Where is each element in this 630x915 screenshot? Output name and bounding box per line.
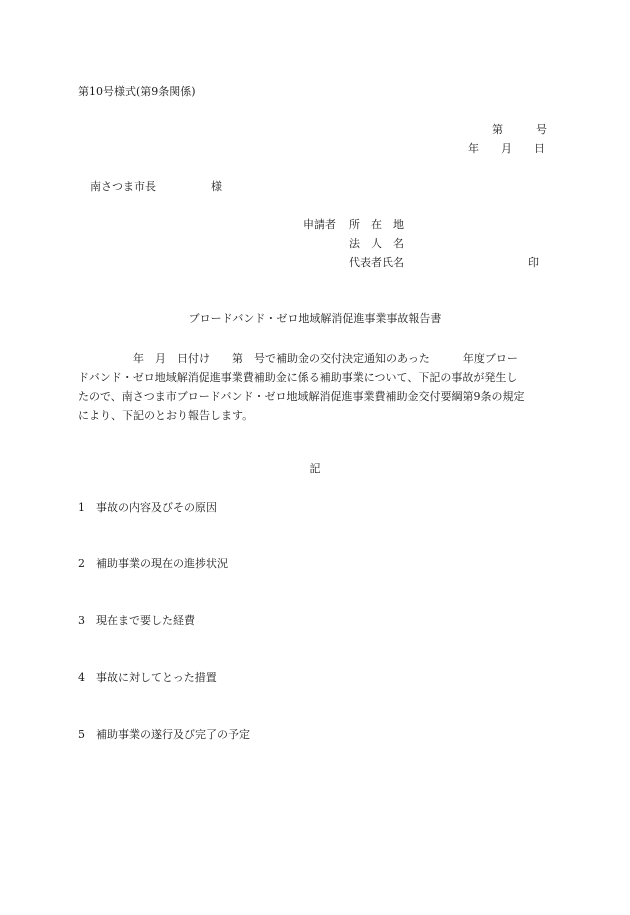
list-item [78,502,217,513]
list-item-text: 補助事業の遂行及び完了の予定 [96,728,250,741]
body-line: 年 月 日付け 第 号で補助金の交付決定通知のあった 年度ブロー [78,352,518,365]
list-item-text: 現在まで要した経費 [96,614,195,627]
list-item-text: 事故に対してとった措置 [96,671,217,684]
list-item-text: 事故の内容及びその原因 [96,501,217,514]
list-item-number: 4 [78,671,85,684]
list-item-number: 5 [78,728,85,741]
body-paragraph [78,349,550,425]
document-number-line: 第 号 [492,123,547,136]
addressee: 南さつま市長 様 [90,180,222,193]
list-item [78,729,250,740]
ki-heading: 記 [309,462,321,475]
representative-name-label: 代表者氏名 [349,256,404,269]
list-item-number: 3 [78,614,85,627]
seal-mark: 印 [528,256,539,269]
list-item [78,615,195,626]
body-line: ドバンド・ゼロ地域解消促進事業費補助金に係る補助事業について、下記の事故が発生し [78,371,518,384]
document-title: ブロードバンド・ゼロ地域解消促進事業事故報告書 [188,312,442,325]
corporation-name-label: 法 人 名 [349,237,404,250]
body-line: により、下記のとおり報告します。 [78,409,254,422]
list-item [78,672,217,683]
list-item-text: 補助事業の現在の進捗状況 [96,557,228,570]
body-line: たので、南さつま市ブロードバンド・ゼロ地域解消促進事業費補助金交付要綱第9条の規定 [78,390,525,403]
applicant-heading: 申請者 [303,218,336,231]
list-item-number: 2 [78,557,85,570]
form-number-label: 第10号様式(第9条関係) [78,85,196,98]
document-date-line: 年 月 日 [468,142,545,155]
list-item [78,558,228,569]
address-label: 所 在 地 [349,218,404,231]
list-item-number: 1 [78,501,85,514]
